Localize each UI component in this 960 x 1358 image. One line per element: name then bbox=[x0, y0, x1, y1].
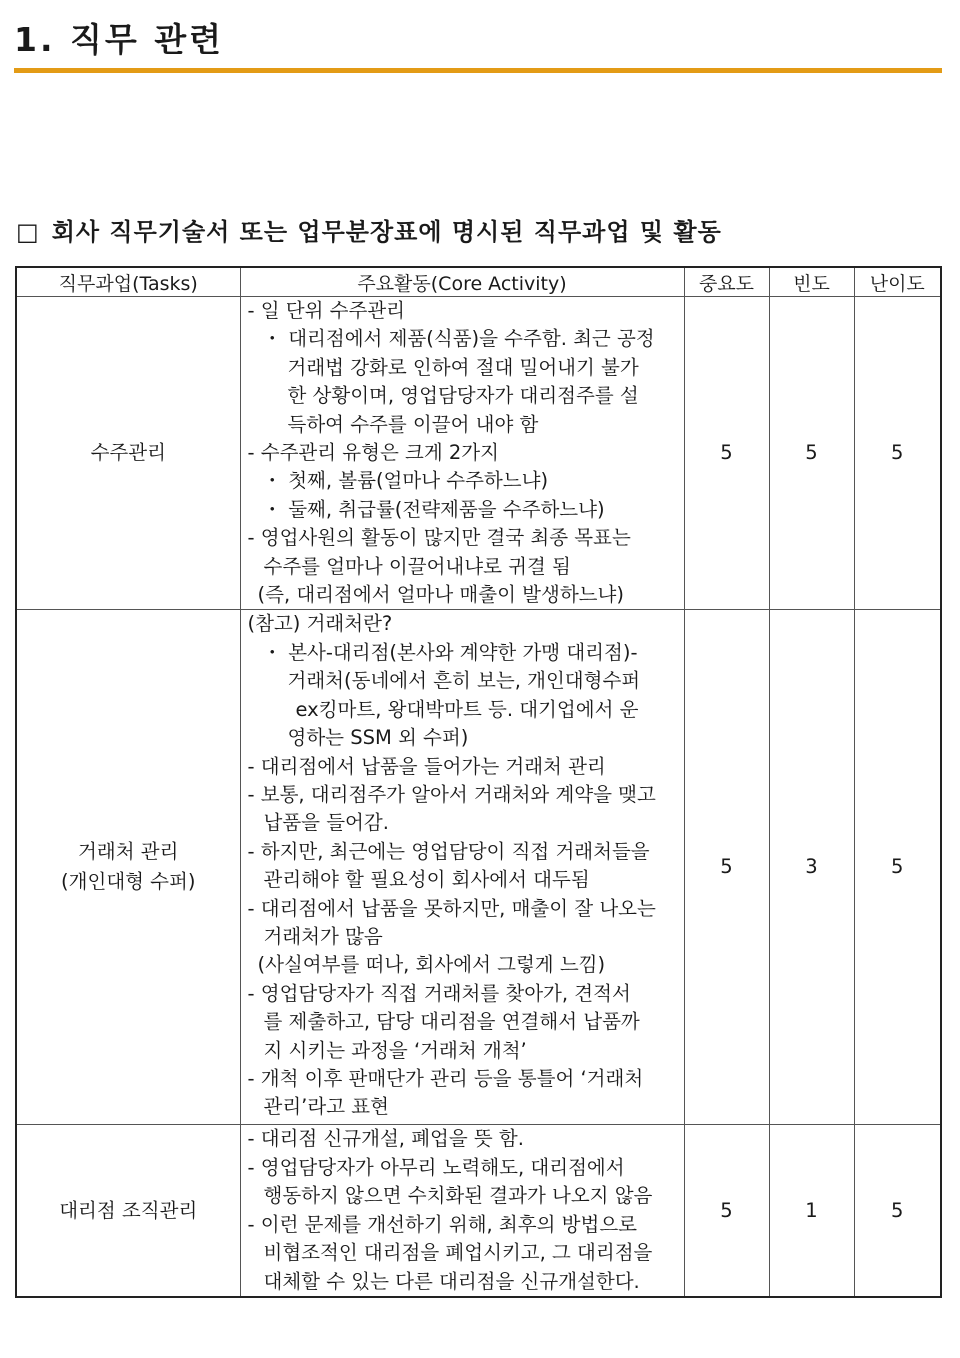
difficulty-value: 5 bbox=[854, 610, 941, 1125]
task-line: 수주관리 bbox=[90, 441, 166, 465]
activity-line: (사실여부를 떠나, 회사에서 그렇게 느낌) bbox=[257, 953, 606, 977]
importance-value: 5 bbox=[684, 610, 769, 1125]
duty-table bbox=[15, 266, 942, 1298]
activity-line: 득하여 수주를 이끌어 내야 함 bbox=[287, 412, 539, 436]
activity-line: (즉, 대리점에서 얼마나 매출이 발생하느냐) bbox=[257, 583, 624, 607]
header-frequency: 빈도 bbox=[769, 267, 854, 297]
title-underline bbox=[14, 68, 942, 73]
activity-line: ・ 첫째, 볼륨(얼마나 수주하느냐) bbox=[262, 469, 549, 493]
table-row bbox=[16, 297, 941, 610]
frequency-value: 3 bbox=[769, 610, 854, 1125]
difficulty-value: 5 bbox=[854, 1125, 941, 1297]
activity-line: - 개척 이후 판매단가 관리 등을 통틀어 ‘거래처 bbox=[247, 1066, 644, 1090]
task-cell bbox=[16, 297, 240, 610]
header-task: 직무과업(Tasks) bbox=[16, 267, 240, 297]
checkbox-square-icon: □ bbox=[16, 218, 40, 246]
activity-line: 행동하지 않으면 수치화된 결과가 나오지 않음 bbox=[263, 1184, 653, 1208]
activity-line: 수주를 얼마나 이끌어내냐로 귀결 됨 bbox=[263, 554, 571, 578]
task-cell bbox=[16, 1125, 240, 1297]
frequency-value: 1 bbox=[769, 1125, 854, 1297]
activity-line: - 대리점 신규개설, 폐업을 뜻 함. bbox=[247, 1127, 524, 1151]
activity-line: - 영업담당자가 직접 거래처를 찾아가, 견적서 bbox=[247, 981, 631, 1005]
activity-line: 지 시키는 과정을 ‘거래처 개척’ bbox=[263, 1038, 527, 1062]
activity-line: 대체할 수 있는 다른 대리점을 신규개설한다. bbox=[263, 1269, 640, 1293]
activity-line: - 보통, 대리점주가 알아서 거래처와 계약을 맺고 bbox=[247, 782, 656, 806]
section-heading bbox=[16, 212, 722, 247]
activity-line: 비협조적인 대리점을 폐업시키고, 그 대리점을 bbox=[263, 1241, 653, 1265]
activity-line: 한 상황이며, 영업담당자가 대리점주를 설 bbox=[287, 384, 639, 408]
header-difficulty: 난이도 bbox=[854, 267, 941, 297]
task-line: (개인대형 수퍼) bbox=[61, 870, 196, 894]
task-cell bbox=[16, 610, 240, 1125]
header-activity: 주요활동(Core Activity) bbox=[240, 267, 684, 297]
frequency-value: 5 bbox=[769, 297, 854, 610]
difficulty-value: 5 bbox=[854, 297, 941, 610]
activity-line: 납품을 들어감. bbox=[263, 811, 389, 835]
activity-line: 거래처(동네에서 흔히 보는, 개인대형수퍼 bbox=[287, 669, 641, 693]
activity-line: ・ 대리점에서 제품(식품)을 수주함. 최근 공정 bbox=[262, 327, 655, 351]
activity-cell bbox=[240, 610, 684, 1125]
activity-line: - 수주관리 유형은 크게 2가지 bbox=[247, 441, 499, 465]
activity-line: 를 제출하고, 담당 대리점을 연결해서 납품까 bbox=[263, 1010, 640, 1034]
activity-line: 관리해야 할 필요성이 회사에서 대두됨 bbox=[263, 868, 590, 892]
activity-line: 거래법 강화로 인하여 절대 밀어내기 불가 bbox=[287, 355, 639, 379]
task-line: 거래처 관리 bbox=[78, 840, 179, 864]
activity-line: - 이런 문제를 개선하기 위해, 최후의 방법으로 bbox=[247, 1212, 637, 1236]
activity-line: ・ 본사-대리점(본사와 계약한 가맹 대리점)- bbox=[262, 640, 638, 664]
importance-value: 5 bbox=[684, 297, 769, 610]
activity-line: - 일 단위 수주관리 bbox=[247, 299, 405, 322]
header-importance: 중요도 bbox=[684, 267, 769, 297]
activity-line: - 하지만, 최근에는 영업담당이 직접 거래처들을 bbox=[247, 839, 650, 863]
table-row bbox=[16, 1125, 941, 1297]
page-title: 1. 직무 관련 bbox=[14, 20, 224, 59]
task-line: 대리점 조직관리 bbox=[59, 1198, 198, 1222]
activity-line: 거래처가 많음 bbox=[263, 924, 383, 948]
activity-line: - 영업사원의 활동이 많지만 결국 최종 목표는 bbox=[247, 526, 631, 550]
activity-cell bbox=[240, 297, 684, 610]
table-row bbox=[16, 610, 941, 1125]
activity-line: - 대리점에서 납품을 못하지만, 매출이 잘 나오는 bbox=[247, 896, 656, 920]
activity-cell bbox=[240, 1125, 684, 1297]
table-header-row bbox=[16, 267, 941, 297]
activity-line: - 영업담당자가 아무리 노력해도, 대리점에서 bbox=[247, 1155, 625, 1179]
section-heading-text: 회사 직무기술서 또는 업무분장표에 명시된 직무과업 및 활동 bbox=[51, 218, 722, 246]
activity-line: ・ 둘째, 취급률(전략제품을 수주하느냐) bbox=[262, 497, 605, 521]
activity-line: 관리’라고 표현 bbox=[263, 1095, 389, 1119]
activity-line: (참고) 거래처란? bbox=[247, 612, 393, 636]
importance-value: 5 bbox=[684, 1125, 769, 1297]
activity-line: ex킹마트, 왕대박마트 등. 대기업에서 운 bbox=[295, 697, 639, 721]
activity-line: 영하는 SSM 외 수퍼) bbox=[287, 726, 469, 750]
activity-line: - 대리점에서 납품을 들어가는 거래처 관리 bbox=[247, 754, 606, 778]
